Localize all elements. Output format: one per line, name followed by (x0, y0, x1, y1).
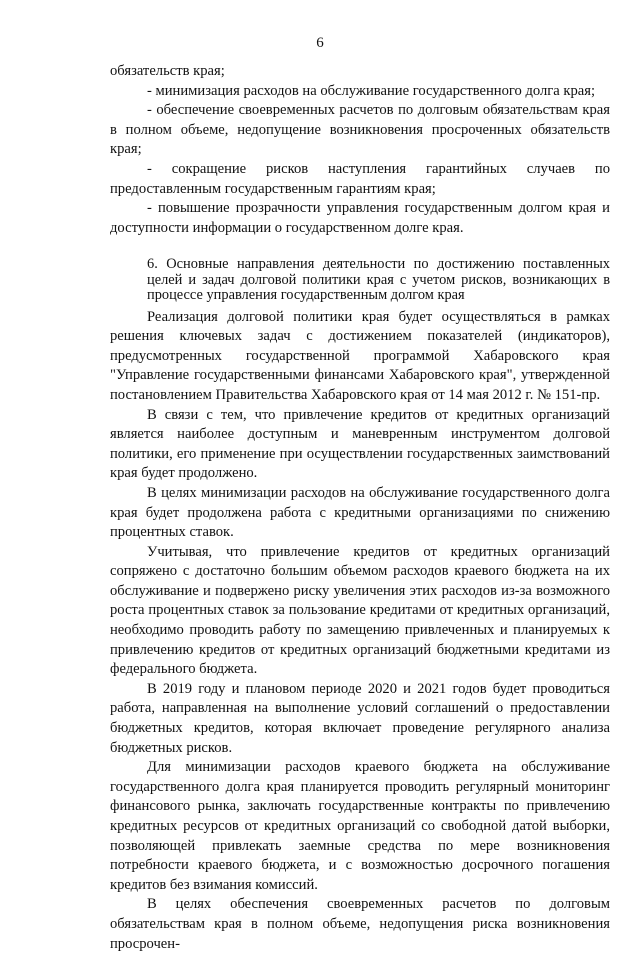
paragraph: Реализация долговой политики края будет осуществляться в рамках решения ключевых задач с достижением показателей (индикаторов), предусмотренных государственной программой Хабаровского края "Управление государственными финансами Хабаровского края", утвержденной постановлением Правительства Хабаровского края от 14 мая 2012 г. № 151-пр. (110, 308, 610, 403)
list-item: - минимизация расходов на обслуживание государственного долга края; (147, 82, 596, 99)
section-heading: 6. Основные направления деятельности по достижению поставленных целей и задач долговой политики края с учетом рисков, возникающих в процессе управления государственным долгом края (147, 256, 610, 304)
paragraph: В 2019 году и плановом периоде 2020 и 2021 годов будет проводиться работа, направленная на выполнение условий соглашений о предоставлении бюджетных кредитов, которая включает проведение регулярного анализа бюджетных рисков. (110, 680, 610, 756)
paragraph: Учитывая, что привлечение кредитов от кредитных организаций сопряжено с достаточно большим объемом расходов краевого бюджета на их обслуживание и подвержено риску увеличения этих расходов из-за возможного роста процентных ставок за пользование кредитами от кредитных организаций, необходимо проводить работу по замещению привлеченных и планируемых к привлечению кредитов от кредитных организаций бюджетными кредитами из федерального бюджета. (110, 543, 610, 678)
document-body (110, 62, 610, 954)
paragraph: обязательств края; (110, 63, 225, 79)
paragraph: В целях минимизации расходов на обслуживание государственного долга края будет продолжена работа с кредитными организациями по снижению процентных ставок. (110, 484, 610, 541)
paragraph: Для минимизации расходов краевого бюджета на обслуживание государственного долга края планируется проводить регулярный мониторинг финансового рынка, заключать государственные контракты по привлечению кредитных ресурсов от кредитных организаций со свободной датой выборки, позволяющей привлекать заемные средства по мере возникновения потребности краевого бюджета, и с возможностью досрочного погашения кредитов без взимания комиссий. (110, 759, 610, 893)
paragraph: В целях обеспечения своевременных расчетов по долговым обязательствам края в полном объеме, недопущения риска возникновения просрочен- (110, 896, 610, 952)
page-number: 6 (316, 35, 324, 51)
list-item: - сокращение рисков наступления гарантийных случаев по предоставленным государственным гарантиям края; (110, 160, 610, 197)
list-item: - обеспечение своевременных расчетов по долговым обязательствам края в полном объеме, недопущение возникновения просроченных обязательств края; (110, 102, 610, 158)
list-item: - повышение прозрачности управления государственным долгом края и доступности информации о государственном долге края. (110, 200, 610, 236)
paragraph: В связи с тем, что привлечение кредитов от кредитных организаций является наиболее доступным и маневренным инструментом долговой политики, его применение при осуществлении государственных заимствований края будет продолжено. (110, 406, 610, 482)
